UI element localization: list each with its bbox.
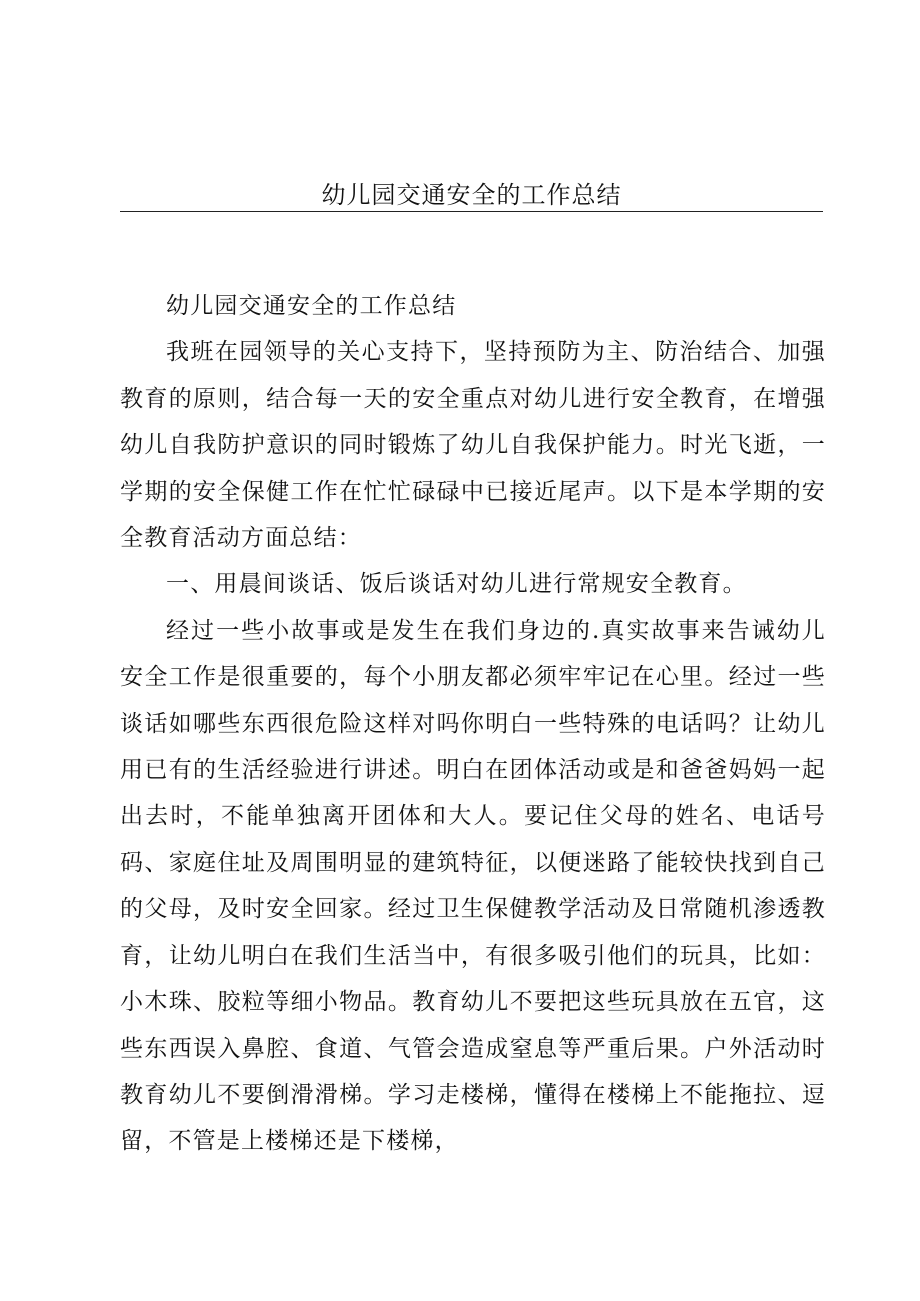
section-body-paragraph: 经过一些小故事或是发生在我们身边的.真实故事来告诫幼儿安全工作是很重要的，每个小朋友都必须牢牢记在心里。经过一些谈话如哪些东西很危险这样对吗你明白一些特殊的电话吗？让幼儿用已有的生活经验进行讲述。明白在团体活动或是和爸爸妈妈一起出去时，不能单独离开团体和大人。要记住父母的姓名、电话号码、家庭住址及周围明显的建筑特征，以便迷路了能较快找到自己的父母，及时安全回家。经过卫生保健教学活动及日常随机渗透教育，让幼儿明白在我们生活当中，有很多吸引他们的玩具，比如：小木珠、胶粒等细小物品。教育幼儿不要把这些玩具放在五官，这些东西误入鼻腔、食道、气管会造成窒息等严重后果。户外活动时教育幼儿不要倒滑滑梯。学习走楼梯，懂得在楼梯上不能拖拉、逗留，不管是上楼梯还是下楼梯， <box>120 617 826 1155</box>
section-heading-paragraph: 一、用晨间谈话、饭后谈话对幼儿进行常规安全教育。 <box>166 571 747 598</box>
document-body <box>120 283 826 1165</box>
page-header-title: 幼儿园交通安全的工作总结 <box>321 181 622 209</box>
intro-paragraph: 我班在园领导的关心支持下，坚持预防为主、防治结合、加强教育的原则，结合每一天的安全重点对幼儿进行安全教育，在增强幼儿自我防护意识的同时锻炼了幼儿自我保护能力。时光飞逝，一学期的安全保健工作在忙忙碌碌中已接近尾声。以下是本学期的安全教育活动方面总结： <box>120 339 826 552</box>
body-title-paragraph: 幼儿园交通安全的工作总结 <box>166 293 457 319</box>
header-divider <box>120 211 823 212</box>
